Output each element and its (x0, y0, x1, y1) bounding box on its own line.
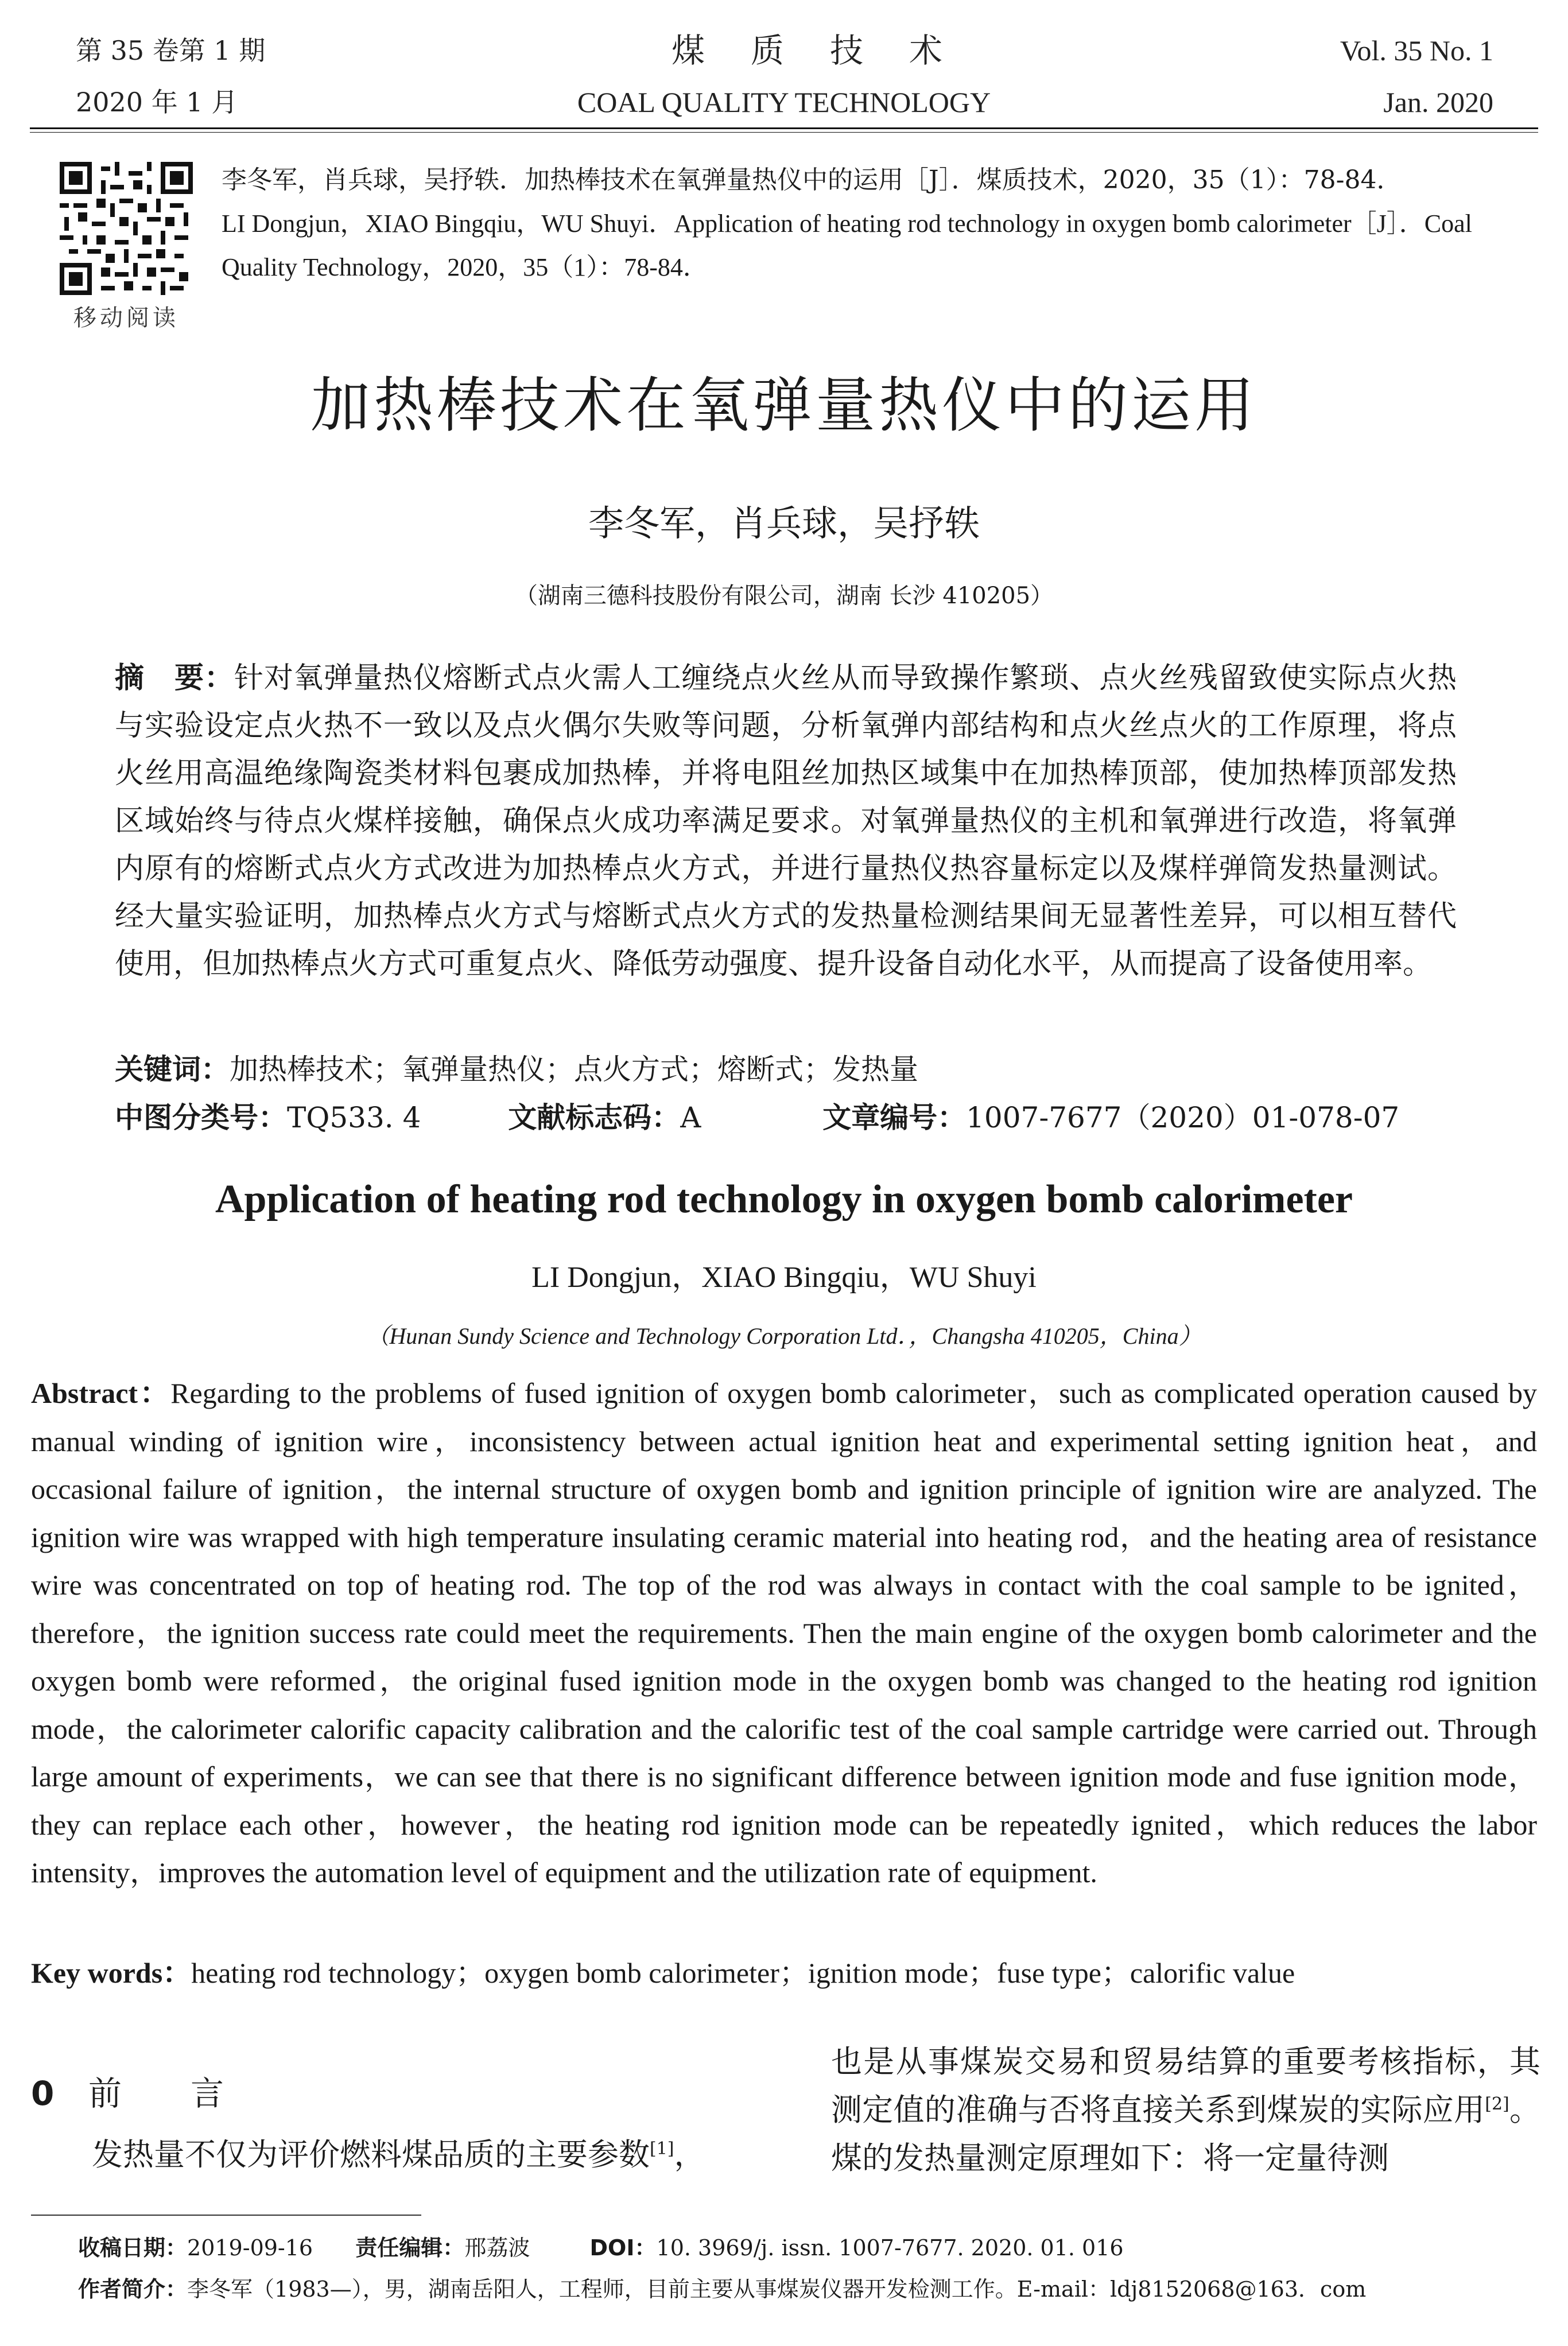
doi-value[interactable]: 10. 3969/j. issn. 1007-7677. 2020. 01. 016 (656, 2235, 1124, 2260)
keywords-en-label: Key words： (31, 1957, 192, 1989)
paper-title-cn: 加热棒技术在氧弹量热仪中的运用 (310, 370, 1257, 440)
bio-value: 李冬军（1983—），男，湖南岳阳人，工程师，目前主要从事煤炭仪器开发检测工作。E-mail：ldj8152068@163．com (187, 2277, 1367, 2302)
header-rule (30, 127, 1538, 129)
body-right-text-1: 也是从事煤炭交易和贸易结算的重要考核指标，其测定值的准确与否将直接关系到煤炭的实际应用 (831, 2043, 1540, 2128)
body-left-column (92, 2131, 781, 2179)
doc-code-label: 文献标志码： (508, 1101, 681, 1134)
abstract-en-label: Abstract： (31, 1377, 171, 1409)
journal-name-cn: 煤质技术 (671, 31, 988, 70)
section-heading (31, 2066, 293, 2115)
footnote-received (78, 2232, 1124, 2264)
editor-label: 责任编辑： (355, 2235, 465, 2260)
body-right-text-2: 。煤的发热量测定原理如下：将一定量待测 (831, 2092, 1540, 2176)
issue-number: 第 35 卷第 1 期 (76, 35, 266, 66)
affiliation-en: （Hunan Sundy Science and Technology Corporation Ltd．，Changsha 410205，China） (366, 1323, 1202, 1349)
body-left-tail: ， (674, 2136, 705, 2173)
abstract-en (31, 1370, 1537, 1897)
abstract-cn-label: 摘 要： (115, 661, 234, 695)
footnote-rule (31, 2215, 421, 2216)
doi-label: DOI： (589, 2235, 657, 2260)
received-label: 收稿日期： (78, 2235, 188, 2260)
qr-code[interactable] (60, 162, 193, 295)
keywords-en (31, 1953, 1537, 1993)
keywords-cn (115, 1049, 1457, 1089)
keywords-cn-text: 加热棒技术；氧弹量热仪；点火方式；熔断式；发热量 (230, 1053, 918, 1086)
article-number-value: 1007-7677（2020）01-078-07 (966, 1101, 1400, 1134)
body-right-column (831, 2038, 1540, 2182)
affiliation-cn: （湖南三德科技股份有限公司，湖南 长沙 410205） (514, 583, 1054, 609)
qr-label: 移动阅读 (73, 305, 179, 331)
received-value: 2019-09-16 (187, 2235, 313, 2260)
authors-en: LI Dongjun，XIAO Bingqiu，WU Shuyi (531, 1261, 1037, 1294)
bio-label: 作者简介： (78, 2277, 188, 2302)
abstract-en-text: Regarding to the problems of fused ignition of oxygen bomb calorimeter，such as complicated operation caused by manual winding of ignition wire，inconsistency between actual ignition heat and experimental setting ignition heat，and occasional failure of ignition，the internal structure of oxygen bomb and ignition principle of ignition wire are analyzed. The ignition wire was wrapped with high temperature insulating ceramic material into heating rod，and the heating area of resistance wire was concentrated on top of heating rod. The top of the rod was always in contact with the coal sample to be ignited，therefore，the ignition success rate could meet the requirements. Then the main engine of the oxygen bomb calorimeter and the oxygen bomb were reformed，the original fused ignition mode in the oxygen bomb was changed to the heating rod ignition mode，the calorimeter calorific capacity calibration and the calorific test of the coal sample cartridge were carried out. Through large amount of experiments，we can see that there is no significant difference between ignition mode and fuse ignition mode，they can replace each other，however，the heating rod ignition mode can be repeatedly ignited，which reduces the labor intensity，improves the automation level of equipment and the utilization rate of equipment. (31, 1377, 1538, 1889)
issue-date: 2020 年 1 月 (76, 87, 238, 118)
abstract-cn (115, 654, 1457, 988)
clc-value: TQ533. 4 (287, 1101, 421, 1134)
journal-name-en: COAL QUALITY TECHNOLOGY (577, 86, 991, 118)
paper-title-en: Application of heating rod technology in oxygen bomb calorimeter (215, 1177, 1353, 1222)
abstract-cn-text: 针对氧弹量热仪熔断式点火需人工缠绕点火丝从而导致操作繁琐、点火丝残留致使实际点火热与实验设定点火热不一致以及点火偶尔失败等问题，分析氧弹内部结构和点火丝点火的工作原理，将点火丝用高温绝缘陶瓷类材料包裹成加热棒，并将电阻丝加热区域集中在加热棒顶部，使加热棒顶部发热区域始终与待点火煤样接触，确保点火成功率满足要求。对氧弹量热仪的主机和氧弹进行改造，将氧弹内原有的熔断式点火方式改进为加热棒点火方式，并进行量热仪热容量标定以及煤样弹筒发热量测试。经大量实验证明，加热棒点火方式与熔断式点火方式的发热量检测结果间无显著性差异，可以相互替代使用，但加热棒点火方式可重复点火、降低劳动强度、提升设备自动化水平，从而提高了设备使用率。 (115, 661, 1457, 981)
citation (222, 158, 1542, 289)
citation-cn: 李冬军，肖兵球，吴抒轶．加热棒技术在氧弹量热仪中的运用［J］．煤质技术，2020，35（1）：78-84． (222, 165, 1402, 195)
doc-code-value: A (680, 1101, 701, 1134)
citation-ref-1[interactable]: [1] (650, 2139, 674, 2159)
classification-line (115, 1098, 1492, 1138)
keywords-cn-label: 关键词： (115, 1053, 230, 1086)
article-number-label: 文章编号： (822, 1101, 967, 1134)
editor-value: 邢荔波 (464, 2235, 530, 2260)
issue-date-en: Jan. 2020 (1383, 86, 1493, 118)
citation-en: LI Dongjun，XIAO Bingqiu，WU Shuyi．Application of heating rod technology in oxygen bomb calorimeter［J］．Coal Quality Technology，2020，35（1）：78-84． (222, 210, 1472, 281)
section-number: 0 (31, 2074, 55, 2113)
keywords-en-text: heating rod technology；oxygen bomb calorimeter；ignition mode；fuse type；calorific value (191, 1957, 1295, 1989)
body-left-text: 发热量不仅为评价燃料煤品质的主要参数 (92, 2136, 650, 2173)
citation-ref-2[interactable]: [2] (1485, 2094, 1509, 2114)
clc-label: 中图分类号： (115, 1101, 287, 1134)
footnote-bio (78, 2273, 1366, 2305)
authors-cn: 李冬军，肖兵球，吴抒轶 (588, 502, 980, 544)
header-rule-thin (30, 132, 1538, 133)
section-title: 前言 (88, 2074, 293, 2113)
volume-number: Vol. 35 No. 1 (1340, 34, 1493, 67)
